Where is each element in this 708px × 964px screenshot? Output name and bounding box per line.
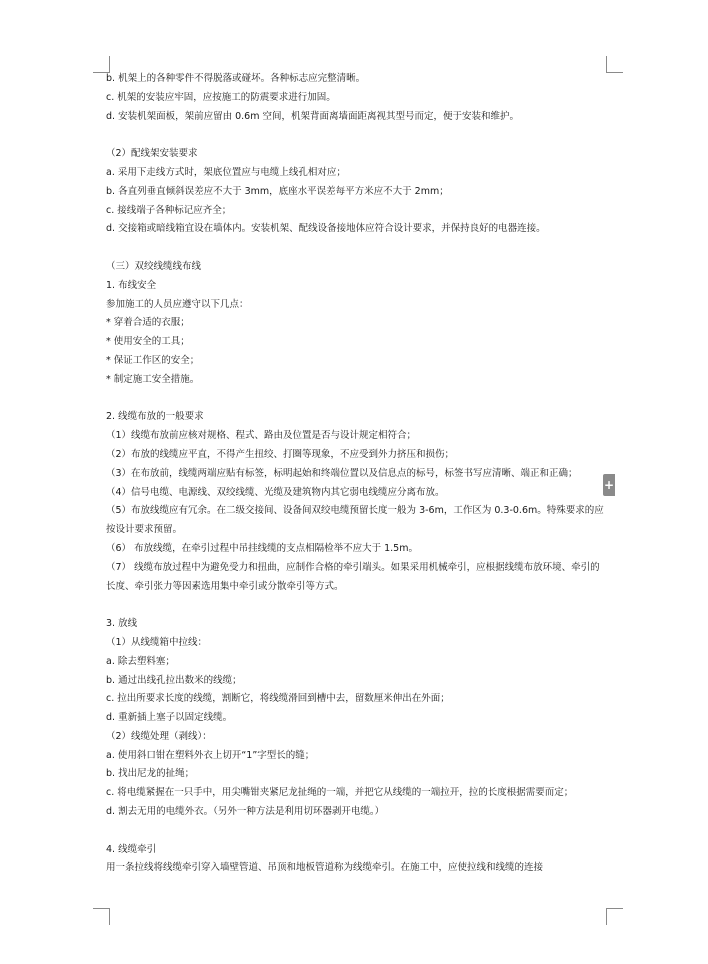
- section-heading: （三）双绞线缆线布线: [106, 260, 202, 272]
- paragraph: 参加施工的人员应遵守以下几点：: [106, 298, 249, 310]
- list-item: b. 通过出线孔拉出数米的线缆；: [106, 674, 242, 686]
- list-item: * 穿着合适的衣服；: [106, 317, 190, 329]
- list-item: b. 各直列垂直倾斜误差应不大于 3mm，底座水平误差每平方米应不大于 2mm；: [106, 185, 449, 197]
- page-corner-mark-bottom-left: [93, 908, 110, 925]
- list-heading: （2）线缆处理（剥线）：: [106, 730, 212, 742]
- page-corner-mark-bottom-right: [606, 908, 623, 925]
- list-item: d. 交接箱或暗线箱宜设在墙体内。安装机架、配线设备接地体应符合设计要求，并保持良好的电器连接。: [106, 223, 546, 235]
- expand-panel-button[interactable]: +: [603, 474, 615, 496]
- subsection-heading: 1. 布线安全: [106, 279, 157, 291]
- page-corner-mark-top-right: [606, 56, 623, 73]
- section-heading: （2）配线架安装要求: [106, 148, 198, 160]
- list-item: b. 机架上的各种零件不得脱落或碰坏。各种标志应完整清晰。: [106, 73, 366, 84]
- paragraph: 用一条拉线将线缆牵引穿入墙壁管道、吊顶和地板管道称为线缆牵引。在施工中，应使拉线和线缆的连接: [106, 862, 544, 874]
- list-item: * 使用安全的工具；: [106, 336, 190, 348]
- list-item: （1）线缆布放前应核对规格、程式、路由及位置是否与设计规定相符合；: [106, 430, 417, 442]
- list-item: d. 安装机架面板，架前应留由 0.6m 空间，机架背面离墙面距离视其型号而定，便于安装和维护。: [106, 110, 519, 122]
- list-item: （5）布放线缆应有冗余。在二级交接间、设备间双绞电缆预留长度一般为 3-6m，工作区为 0.3-0.6m。特殊要求的应按设计要求预留。: [106, 505, 604, 536]
- list-item: （6） 布放线缆，在牵引过程中吊挂线缆的支点相隔检举不应大于 1.5m。: [106, 542, 418, 554]
- list-item: a. 采用下走线方式时，架底位置应与电缆上线孔相对应；: [106, 166, 346, 178]
- list-item: d. 重新插上塞子以固定线缆。: [106, 712, 233, 724]
- subsection-heading: 4. 线缆牵引: [106, 843, 157, 855]
- subsection-heading: 2. 线缆布放的一般要求: [106, 411, 204, 423]
- list-item: a. 使用斜口钳在塑料外衣上切开“1”字型长的缝；: [106, 749, 315, 761]
- list-item: b. 找出尼龙的扯绳；: [106, 768, 195, 780]
- list-item: * 保证工作区的安全；: [106, 354, 200, 366]
- list-item: （4）信号电缆、电源线、双绞线缆、光缆及建筑物内其它弱电线缆应分离布放。: [106, 486, 445, 498]
- list-item: c. 机架的安装应牢固，应按施工的防震要求进行加固。: [106, 91, 336, 103]
- list-item: （3）在布放前，线缆两端应贴有标签，标明起始和终端位置以及信息点的标号，标签书写应清晰、端正和正确；: [106, 467, 578, 479]
- document-body: [106, 70, 608, 878]
- list-item: a. 除去塑料塞；: [106, 655, 175, 667]
- list-item: （7） 线缆布放过程中为避免受力和扭曲，应制作合格的牵引端头。如果采用机械牵引，应根据线缆布放环境、牵引的长度、牵引张力等因素选用集中牵引或分散牵引等方式。: [106, 561, 600, 592]
- list-item: d. 割去无用的电缆外衣。（另外一种方法是利用切环器剥开电缆。）: [106, 806, 385, 818]
- list-heading: （1）从线缆箱中拉线：: [106, 636, 208, 648]
- list-item: c. 接线端子各种标记应齐全；: [106, 204, 232, 216]
- subsection-heading: 3. 放线: [106, 618, 138, 630]
- list-item: c. 将电缆紧握在一只手中，用尖嘴钳夹紧尼龙扯绳的一端，并把它从线缆的一端拉开，拉的长度根据需要而定；: [106, 787, 574, 799]
- list-item: * 制定施工安全措施。: [106, 373, 200, 385]
- list-item: c. 拉出所要求长度的线缆，割断它，将线缆滑回到槽中去，留数厘米伸出在外面；: [106, 693, 450, 705]
- list-item: （2）布放的线缆应平直，不得产生扭绞、打圈等现象，不应受到外力挤压和损伤；: [106, 448, 455, 460]
